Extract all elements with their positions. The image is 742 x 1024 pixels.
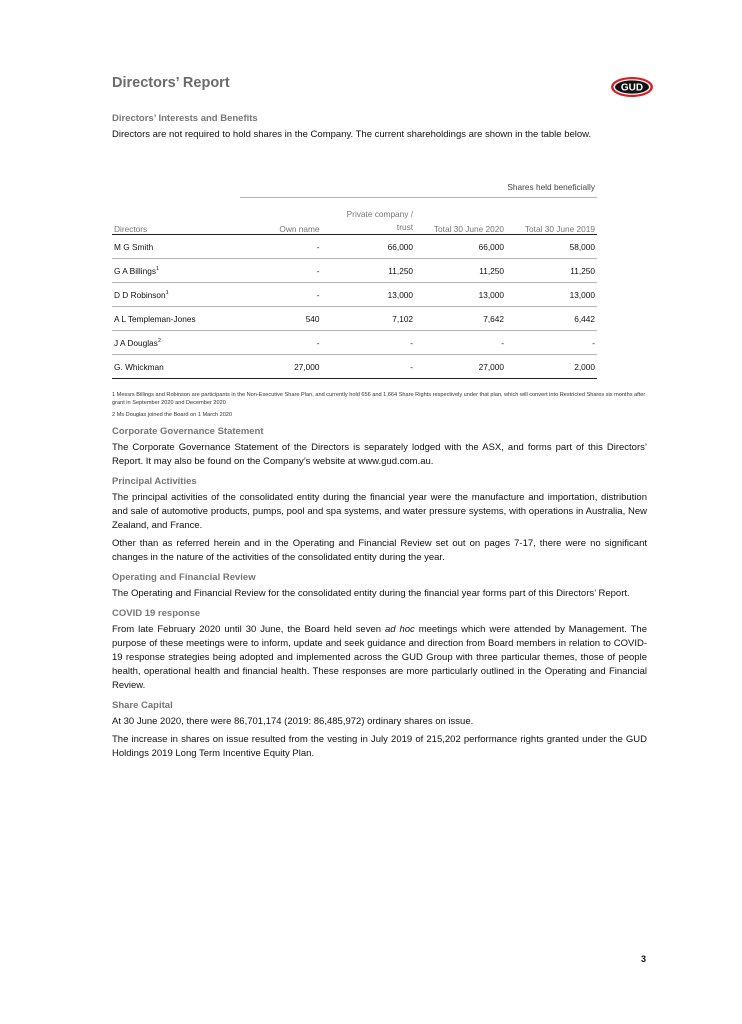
footnote-marker: 1	[165, 289, 169, 296]
total-2019-cell: 11,250	[506, 259, 597, 283]
private-cell: 13,000	[322, 283, 416, 307]
table-row	[112, 355, 597, 379]
director-name: G A Billings	[114, 265, 156, 276]
own-name-cell: 540	[240, 307, 321, 331]
total-2020-cell: 66,000	[415, 235, 506, 259]
share-capital-section	[112, 700, 647, 761]
interests-intro: Directors are not required to hold shares in the Company. The current shareholdings are shown in the table below.	[112, 129, 592, 140]
table-row	[112, 331, 597, 355]
total-2019-cell: 13,000	[506, 283, 597, 307]
total-2020-cell: 11,250	[415, 259, 506, 283]
operating-review-heading: Operating and Financial Review	[112, 572, 256, 583]
covid-text-part1: From late February 2020 until 30 June, the Board held seven	[112, 624, 385, 635]
total-2019-cell: 58,000	[506, 235, 597, 259]
total-2020-cell: 27,000	[415, 355, 506, 379]
total-2020-cell: 7,642	[415, 307, 506, 331]
director-name: D D Robinson	[114, 289, 166, 300]
col-header-total-2020: Total 30 June 2020	[415, 198, 506, 235]
col-header-own-name: Own name	[240, 198, 321, 235]
operating-review-section	[112, 572, 647, 601]
own-name-cell: -	[240, 235, 321, 259]
total-2020-cell: -	[415, 331, 506, 355]
table-body	[112, 235, 597, 379]
col-header-total-2019: Total 30 June 2019	[506, 198, 597, 235]
principal-activities-p2: Other than as referred herein and in the Operating and Financial Review set out on pages 7-17, there were no significant changes in the nature of the activities of the consolidated entity during the year.	[112, 538, 647, 563]
director-name: M G Smith	[114, 241, 154, 252]
own-name-cell: -	[240, 331, 321, 355]
corporate-governance-text: The Corporate Governance Statement of the Directors is separately lodged with the ASX, and forms part of this Directors’ Report. It may also be found on the Company’s website at www.gud.com.au.	[112, 442, 647, 467]
total-2019-cell: 6,442	[506, 307, 597, 331]
gud-logo	[610, 76, 654, 98]
covid-section	[112, 608, 647, 693]
share-capital-heading: Share Capital	[112, 700, 173, 711]
footnote-2: 2 Ms Douglas joined the Board on 1 March 2020	[112, 412, 233, 418]
own-name-cell: -	[240, 259, 321, 283]
total-2019-cell: -	[506, 331, 597, 355]
page-title: Directors’ Report	[112, 75, 230, 91]
group-header: Shares held beneficially	[240, 170, 597, 198]
principal-activities-heading: Principal Activities	[112, 476, 197, 487]
private-cell: -	[322, 355, 416, 379]
covid-text	[112, 623, 647, 693]
col-header-private	[322, 198, 416, 235]
interests-heading: Directors’ Interests and Benefits	[112, 113, 258, 124]
corporate-governance-heading: Corporate Governance Statement	[112, 426, 264, 437]
private-cell: 66,000	[322, 235, 416, 259]
col-header-private-text: Private company / trust	[346, 209, 414, 232]
shareholdings-table	[112, 170, 597, 379]
private-cell: 11,250	[322, 259, 416, 283]
table-row	[112, 259, 597, 283]
principal-activities-section	[112, 476, 647, 565]
total-2020-cell: 13,000	[415, 283, 506, 307]
footnote-1: 1 Messrs Billings and Robinson are participants in the Non-Executive Share Plan, and currently hold 656 and 1,664 Share Rights respectively under that plan, which will convert into Restricted Shares six months after grant in September 2020 and December 2020	[112, 392, 646, 406]
covid-text-part2: meetings which were attended by Management. The purpose of these meetings were to inform, update and seek guidance and direction from Board members in relation to COVID-19 response strategies being adopted and implemented across the GUD Group with three particular themes, those of people health, operational health and financial health. These responses are more particularly outlined in the Operating and Financial Review.	[112, 624, 647, 691]
footnote-marker: 2	[157, 337, 161, 344]
share-capital-p1: At 30 June 2020, there were 86,701,174 (2019: 86,485,972) ordinary shares on issue.	[112, 716, 474, 727]
own-name-cell: 27,000	[240, 355, 321, 379]
table-row	[112, 307, 597, 331]
table-row	[112, 283, 597, 307]
col-header-directors: Directors	[112, 198, 240, 235]
own-name-cell: -	[240, 283, 321, 307]
footnote-marker: 1	[155, 265, 160, 272]
total-2019-cell: 2,000	[506, 355, 597, 379]
page-number: 3	[641, 954, 647, 964]
private-cell: -	[322, 331, 416, 355]
table-row	[112, 235, 597, 259]
share-capital-p2: The increase in shares on issue resulted from the vesting in July 2019 of 215,202 performance rights granted under the GUD Holdings 2019 Long Term Incentive Equity Plan.	[112, 734, 647, 759]
covid-text-italic: ad hoc	[384, 624, 415, 635]
covid-heading: COVID 19 response	[112, 608, 201, 619]
private-cell: 7,102	[322, 307, 416, 331]
principal-activities-p1: The principal activities of the consolidated entity during the financial year were the manufacture and importation, distribution and sale of automotive products, pumps, pool and spa systems, and water pressure systems, with operations in Australia, New Zealand, and France.	[112, 492, 647, 531]
corporate-governance-section	[112, 426, 647, 469]
logo-text: GUD	[620, 82, 644, 94]
director-name: A L Templeman-Jones	[114, 313, 196, 324]
report-content	[112, 113, 647, 765]
director-name: G. Whickman	[114, 361, 164, 372]
director-name: J A Douglas	[114, 337, 158, 348]
operating-review-text: The Operating and Financial Review for the consolidated entity during the financial year forms part of this Directors’ Report.	[112, 588, 630, 599]
